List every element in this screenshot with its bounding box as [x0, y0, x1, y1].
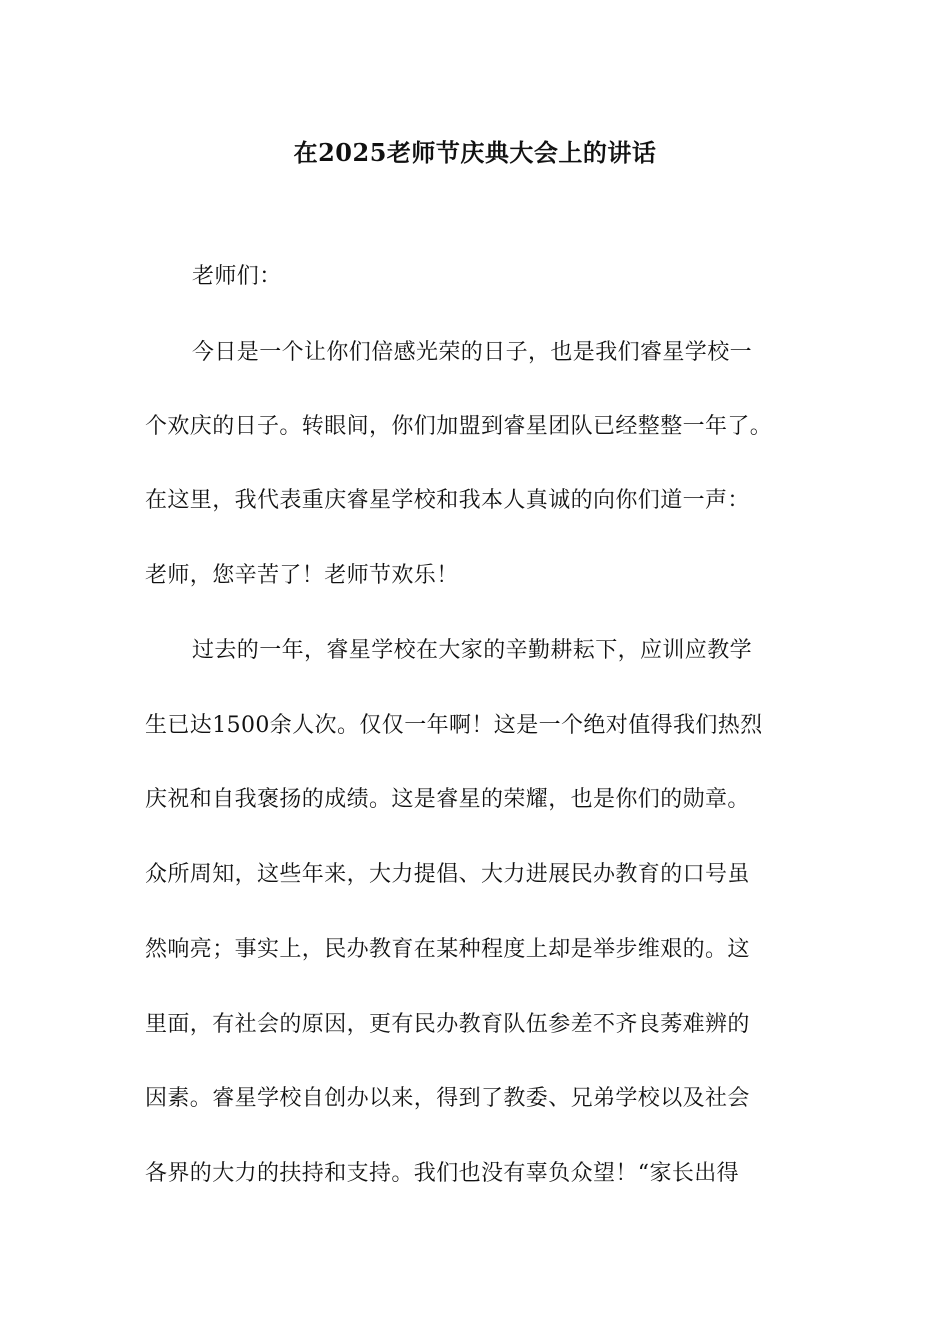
- salutation-line: 老师们：: [192, 264, 282, 289]
- body-text-line: 各界的大力的扶持和支持。我们也没有辜负众望！“家长出得: [145, 1161, 740, 1186]
- body-text-line: 今日是一个让你们倍感光荣的日子，也是我们睿星学校一: [192, 340, 753, 365]
- document-title: 在2025老师节庆典大会上的讲话: [293, 138, 657, 167]
- body-text-line: 里面，有社会的原因，更有民办教育队伍参差不齐良莠难辨的: [145, 1012, 750, 1037]
- body-text-line: 因素。睿星学校自创办以来，得到了教委、兄弟学校以及社会: [145, 1086, 750, 1111]
- body-text-line: 过去的一年，睿星学校在大家的辛勤耕耘下，应训应教学: [192, 638, 753, 663]
- body-text-line: 然响亮；事实上，民办教育在某种程度上却是举步维艰的。这: [145, 937, 750, 962]
- body-text-line: 个欢庆的日子。转眼间，你们加盟到睿星团队已经整整一年了。: [145, 414, 773, 439]
- body-text-line: 老师，您辛苦了！老师节欢乐！: [145, 563, 459, 588]
- body-text-line: 生已达1500余人次。仅仅一年啊！这是一个绝对值得我们热烈: [145, 713, 763, 738]
- body-text-line: 众所周知，这些年来，大力提倡、大力进展民办教育的口号虽: [145, 862, 750, 887]
- body-text-line: 在这里，我代表重庆睿星学校和我本人真诚的向你们道一声：: [145, 488, 750, 513]
- body-text-line: 庆祝和自我褒扬的成绩。这是睿星的荣耀，也是你们的勋章。: [145, 787, 750, 812]
